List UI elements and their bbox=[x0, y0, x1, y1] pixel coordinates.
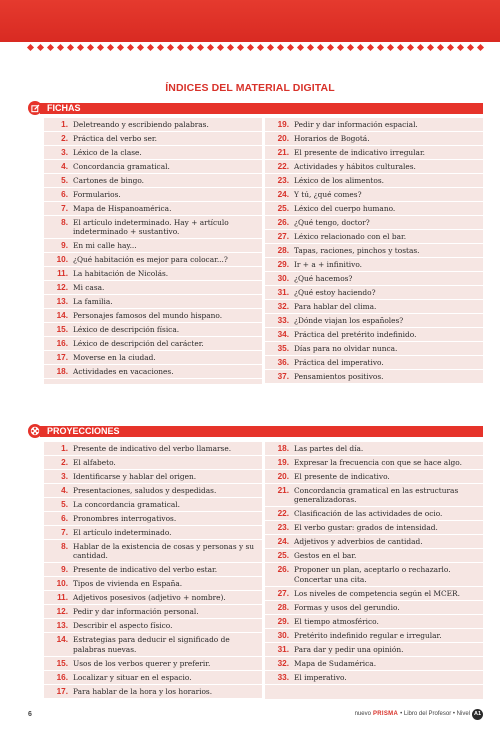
item-number: 13. bbox=[56, 621, 68, 631]
item-text: ¿Qué estoy haciendo? bbox=[294, 287, 376, 297]
item-text: Localizar y situar en el espacio. bbox=[73, 672, 192, 682]
item-number: 10. bbox=[56, 579, 68, 589]
divider-dot bbox=[227, 44, 234, 51]
index-item bbox=[265, 230, 483, 244]
item-text: La concordancia gramatical. bbox=[73, 499, 180, 509]
index-item bbox=[265, 188, 483, 202]
item-number: 35. bbox=[277, 343, 289, 353]
item-text: Pretérito indefinido regular e irregular. bbox=[294, 630, 442, 640]
item-text: Usos de los verbos querer y preferir. bbox=[73, 658, 211, 668]
index-item bbox=[265, 146, 483, 160]
item-text: Identificarse y hablar del origen. bbox=[73, 471, 197, 481]
item-number: 13. bbox=[56, 297, 68, 307]
index-item bbox=[265, 286, 483, 300]
divider-dot bbox=[127, 44, 134, 51]
divider-dot bbox=[217, 44, 224, 51]
item-text: Presentaciones, saludos y despedidas. bbox=[73, 485, 217, 495]
item-number: 31. bbox=[277, 287, 289, 297]
divider-dot bbox=[57, 44, 64, 51]
item-number: 1. bbox=[61, 119, 68, 129]
divider-dot bbox=[167, 44, 174, 51]
index-item bbox=[265, 300, 483, 314]
item-number: 16. bbox=[56, 672, 68, 682]
item-number: 11. bbox=[57, 269, 68, 279]
item-number: 2. bbox=[61, 457, 68, 467]
item-text: Práctica del verbo ser. bbox=[73, 133, 157, 143]
item-text: El tiempo atmosférico. bbox=[294, 616, 379, 626]
page-footer bbox=[28, 707, 483, 721]
index-item bbox=[44, 267, 262, 281]
index-item bbox=[265, 601, 483, 615]
section-bar bbox=[40, 103, 483, 114]
index-item bbox=[265, 456, 483, 470]
index-item bbox=[44, 671, 262, 685]
item-text: Práctica del imperativo. bbox=[294, 357, 384, 367]
index-item bbox=[265, 132, 483, 146]
index-item bbox=[44, 633, 262, 656]
divider-dot bbox=[117, 44, 124, 51]
index-item bbox=[265, 328, 483, 342]
index-item bbox=[265, 160, 483, 174]
item-text: Tipos de vivienda en España. bbox=[73, 579, 183, 589]
item-text: La familia. bbox=[73, 297, 113, 307]
divider-dot bbox=[387, 44, 394, 51]
item-number: 23. bbox=[277, 175, 289, 185]
divider-dot bbox=[297, 44, 304, 51]
index-item bbox=[44, 470, 262, 484]
level-badge: A1 bbox=[472, 709, 483, 720]
index-item bbox=[265, 563, 483, 586]
item-text: Presente de indicativo del verbo estar. bbox=[73, 565, 218, 575]
item-number: 18. bbox=[277, 443, 289, 453]
item-number: 32. bbox=[277, 301, 289, 311]
item-text: Léxico de descripción física. bbox=[73, 325, 180, 335]
divider-dot bbox=[277, 44, 284, 51]
item-number: 8. bbox=[61, 217, 68, 227]
item-number: 33. bbox=[277, 672, 289, 682]
index-item bbox=[44, 202, 262, 216]
item-number: 22. bbox=[277, 161, 289, 171]
index-item bbox=[44, 188, 262, 202]
item-text: Para hablar de la hora y los horarios. bbox=[73, 686, 213, 696]
divider-dot bbox=[477, 44, 484, 51]
index-item bbox=[265, 272, 483, 286]
item-number: 10. bbox=[56, 255, 68, 265]
item-text: Horarios de Bogotá. bbox=[294, 133, 370, 143]
item-text: Mapa de Sudamérica. bbox=[294, 658, 377, 668]
proyecciones-column-right bbox=[262, 442, 483, 699]
index-item bbox=[44, 563, 262, 577]
divider-dot bbox=[287, 44, 294, 51]
item-text: Léxico de descripción del carácter. bbox=[73, 339, 204, 349]
item-number: 4. bbox=[61, 485, 68, 495]
fichas-index bbox=[44, 118, 483, 384]
index-item bbox=[44, 323, 262, 337]
divider-dot bbox=[377, 44, 384, 51]
item-text: Los niveles de competencia según el MCER. bbox=[294, 588, 460, 598]
pencil-square-icon bbox=[28, 101, 42, 115]
item-text: Describir el aspecto físico. bbox=[73, 621, 173, 631]
index-item bbox=[44, 512, 262, 526]
fichas-column-left bbox=[44, 118, 262, 384]
item-text: Días para no olvidar nunca. bbox=[294, 343, 398, 353]
item-number: 23. bbox=[277, 523, 289, 533]
top-decorative-band bbox=[0, 0, 500, 42]
item-text: Estrategias para deducir el significado de palabras nuevas. bbox=[73, 635, 230, 654]
item-number: 2. bbox=[61, 133, 68, 143]
item-text: El artículo indeterminado. bbox=[73, 527, 172, 537]
proyecciones-index bbox=[44, 442, 483, 699]
index-item bbox=[44, 239, 262, 253]
item-text: Ir + a + infinitivo. bbox=[294, 259, 362, 269]
divider-dot bbox=[157, 44, 164, 51]
index-item bbox=[44, 484, 262, 498]
film-reel-icon bbox=[28, 424, 42, 438]
item-text: Tapas, raciones, pinchos y tostas. bbox=[294, 245, 420, 255]
item-text: La habitación de Nicolás. bbox=[73, 269, 169, 279]
index-item bbox=[265, 507, 483, 521]
divider-dot bbox=[47, 44, 54, 51]
section-title-fichas: FICHAS bbox=[47, 102, 81, 113]
item-number: 7. bbox=[61, 527, 68, 537]
index-item bbox=[265, 370, 483, 384]
item-text: Cartones de bingo. bbox=[73, 175, 144, 185]
index-item bbox=[44, 146, 262, 160]
item-number: 18. bbox=[56, 367, 68, 377]
index-item bbox=[44, 526, 262, 540]
page-title: ÍNDICES DEL MATERIAL DIGITAL bbox=[165, 82, 335, 94]
brand-prefix: nuevo bbox=[354, 711, 371, 717]
item-number: 30. bbox=[277, 273, 289, 283]
item-number: 19. bbox=[277, 457, 289, 467]
divider-dot bbox=[137, 44, 144, 51]
item-text: Pronombres interrogativos. bbox=[73, 513, 177, 523]
divider-dot bbox=[427, 44, 434, 51]
index-item bbox=[44, 605, 262, 619]
divider-dot bbox=[267, 44, 274, 51]
item-number: 26. bbox=[277, 217, 289, 227]
item-text: Personajes famosos del mundo hispano. bbox=[73, 311, 223, 321]
index-item bbox=[265, 342, 483, 356]
divider-dot bbox=[107, 44, 114, 51]
item-text: Formularios. bbox=[73, 189, 121, 199]
item-number: 14. bbox=[56, 635, 68, 645]
item-number: 28. bbox=[277, 245, 289, 255]
item-number: 21. bbox=[277, 147, 289, 157]
item-text: ¿Qué habitación es mejor para colocar...? bbox=[73, 255, 228, 265]
footer-book-info bbox=[355, 709, 483, 720]
item-number: 8. bbox=[61, 541, 68, 551]
index-item bbox=[44, 442, 262, 456]
divider-dot bbox=[237, 44, 244, 51]
item-number: 15. bbox=[56, 325, 68, 335]
item-number: 9. bbox=[61, 241, 68, 251]
item-number: 17. bbox=[56, 353, 68, 363]
index-item bbox=[44, 365, 262, 379]
item-number: 32. bbox=[277, 658, 289, 668]
item-number: 14. bbox=[56, 311, 68, 321]
item-text: En mi calle hay... bbox=[73, 241, 137, 251]
index-item bbox=[44, 295, 262, 309]
item-text: ¿Qué hacemos? bbox=[294, 273, 353, 283]
item-number: 21. bbox=[277, 485, 289, 495]
index-item bbox=[265, 657, 483, 671]
item-number: 37. bbox=[277, 371, 289, 381]
section-title-proyecciones: PROYECCIONES bbox=[47, 425, 120, 436]
dotted-divider bbox=[28, 44, 483, 51]
item-number: 16. bbox=[56, 339, 68, 349]
index-item bbox=[44, 456, 262, 470]
index-item bbox=[44, 337, 262, 351]
divider-dot bbox=[417, 44, 424, 51]
item-number: 1. bbox=[61, 443, 68, 453]
item-text: Mi casa. bbox=[73, 283, 105, 293]
index-item bbox=[44, 174, 262, 188]
index-item bbox=[44, 132, 262, 146]
index-item bbox=[44, 591, 262, 605]
index-item bbox=[265, 521, 483, 535]
index-item bbox=[44, 351, 262, 365]
item-number: 25. bbox=[277, 203, 289, 213]
item-number: 26. bbox=[277, 565, 289, 575]
index-item bbox=[44, 619, 262, 633]
index-item bbox=[265, 202, 483, 216]
item-number: 25. bbox=[277, 551, 289, 561]
index-item bbox=[265, 629, 483, 643]
section-header-fichas bbox=[28, 101, 483, 115]
divider-dot bbox=[447, 44, 454, 51]
item-number: 5. bbox=[61, 175, 68, 185]
item-text: Pedir y dar información personal. bbox=[73, 607, 199, 617]
item-text: El alfabeto. bbox=[73, 457, 116, 467]
index-item bbox=[44, 309, 262, 323]
divider-dot bbox=[317, 44, 324, 51]
item-number: 9. bbox=[61, 565, 68, 575]
index-item bbox=[265, 484, 483, 507]
index-item bbox=[265, 356, 483, 370]
divider-dot bbox=[87, 44, 94, 51]
index-item bbox=[44, 253, 262, 267]
item-number: 36. bbox=[277, 357, 289, 367]
divider-dot bbox=[357, 44, 364, 51]
index-item bbox=[265, 535, 483, 549]
item-number: 31. bbox=[277, 644, 289, 654]
item-number: 11. bbox=[57, 593, 68, 603]
index-item bbox=[265, 442, 483, 456]
item-text: Y tú, ¿qué comes? bbox=[294, 189, 362, 199]
book-info: • Libro del Profesor • Nivel bbox=[400, 711, 470, 717]
item-number: 12. bbox=[56, 283, 68, 293]
divider-dot bbox=[257, 44, 264, 51]
page-number: 6 bbox=[28, 710, 32, 718]
item-number: 29. bbox=[277, 616, 289, 626]
item-text: Adjetivos y adverbios de cantidad. bbox=[294, 537, 423, 547]
index-item bbox=[265, 314, 483, 328]
item-number: 17. bbox=[56, 686, 68, 696]
item-number: 30. bbox=[277, 630, 289, 640]
index-item bbox=[265, 587, 483, 601]
section-header-proyecciones bbox=[28, 424, 483, 438]
item-number: 3. bbox=[61, 147, 68, 157]
item-text: Pedir y dar información espacial. bbox=[294, 119, 418, 129]
item-text: Deletreando y escribiendo palabras. bbox=[73, 119, 209, 129]
item-text: El presente de indicativo. bbox=[294, 471, 390, 481]
item-text: El presente de indicativo irregular. bbox=[294, 147, 426, 157]
divider-dot bbox=[437, 44, 444, 51]
item-text: Moverse en la ciudad. bbox=[73, 353, 156, 363]
divider-dot bbox=[197, 44, 204, 51]
item-text: Actividades y hábitos culturales. bbox=[294, 161, 416, 171]
divider-dot bbox=[347, 44, 354, 51]
item-number: 29. bbox=[277, 259, 289, 269]
item-number: 20. bbox=[277, 133, 289, 143]
item-number: 19. bbox=[277, 119, 289, 129]
item-text: Hablar de la existencia de cosas y personas y su cantidad. bbox=[73, 541, 255, 561]
index-item bbox=[44, 540, 262, 563]
index-item bbox=[44, 216, 262, 239]
divider-dot bbox=[207, 44, 214, 51]
index-item bbox=[44, 281, 262, 295]
item-text: Léxico de los alimentos. bbox=[294, 175, 384, 185]
item-text: Léxico del cuerpo humano. bbox=[294, 203, 396, 213]
divider-dot bbox=[397, 44, 404, 51]
fichas-column-right bbox=[262, 118, 483, 384]
divider-dot bbox=[457, 44, 464, 51]
item-text: El artículo indeterminado. Hay + artículo indeterminado + sustantivo. bbox=[73, 217, 229, 237]
index-item bbox=[265, 671, 483, 685]
divider-dot bbox=[337, 44, 344, 51]
item-number: 20. bbox=[277, 471, 289, 481]
item-text: Léxico de la clase. bbox=[73, 147, 142, 157]
divider-dot bbox=[177, 44, 184, 51]
item-number: 4. bbox=[61, 161, 68, 171]
item-number: 5. bbox=[61, 499, 68, 509]
index-item bbox=[44, 118, 262, 132]
item-number: 28. bbox=[277, 602, 289, 612]
index-item bbox=[44, 685, 262, 699]
item-text: Formas y usos del gerundio. bbox=[294, 602, 400, 612]
brand-name: PRISMA bbox=[372, 711, 399, 717]
index-item bbox=[265, 470, 483, 484]
item-text: ¿Dónde viajan los españoles? bbox=[294, 315, 404, 325]
item-text: Gestos en el bar. bbox=[294, 551, 357, 561]
divider-dot bbox=[147, 44, 154, 51]
divider-dot bbox=[307, 44, 314, 51]
index-item bbox=[44, 577, 262, 591]
index-item bbox=[265, 244, 483, 258]
item-number: 27. bbox=[277, 231, 289, 241]
item-text: Actividades en vacaciones. bbox=[73, 367, 174, 377]
index-item bbox=[44, 160, 262, 174]
item-number: 6. bbox=[61, 189, 68, 199]
divider-dot bbox=[97, 44, 104, 51]
item-text: Presente de indicativo del verbo llamarse. bbox=[73, 443, 232, 453]
item-number: 24. bbox=[277, 189, 289, 199]
item-text: Pensamientos positivos. bbox=[294, 371, 384, 381]
item-text: El verbo gustar: grados de intensidad. bbox=[294, 523, 438, 533]
divider-dot bbox=[27, 44, 34, 51]
index-item bbox=[265, 174, 483, 188]
proyecciones-column-left bbox=[44, 442, 262, 699]
divider-dot bbox=[367, 44, 374, 51]
index-item bbox=[265, 216, 483, 230]
index-item bbox=[44, 657, 262, 671]
divider-dot bbox=[247, 44, 254, 51]
item-text: Concordancia gramatical en las estructuras generalizadoras. bbox=[294, 485, 459, 505]
item-text: Concordancia gramatical. bbox=[73, 161, 170, 171]
item-text: Las partes del día. bbox=[294, 443, 364, 453]
item-number: 7. bbox=[61, 203, 68, 213]
item-text: Adjetivos posesivos (adjetivo + nombre). bbox=[73, 593, 226, 603]
divider-dot bbox=[187, 44, 194, 51]
item-number: 15. bbox=[56, 658, 68, 668]
item-text: El imperativo. bbox=[294, 672, 347, 682]
index-item bbox=[265, 615, 483, 629]
divider-dot bbox=[67, 44, 74, 51]
item-number: 3. bbox=[61, 471, 68, 481]
index-item bbox=[265, 549, 483, 563]
index-item bbox=[265, 118, 483, 132]
item-text: Léxico relacionado con el bar. bbox=[294, 231, 407, 241]
index-item bbox=[265, 643, 483, 657]
index-item bbox=[44, 498, 262, 512]
divider-dot bbox=[327, 44, 334, 51]
divider-dot bbox=[407, 44, 414, 51]
divider-dot bbox=[37, 44, 44, 51]
item-text: Práctica del pretérito indefinido. bbox=[294, 329, 417, 339]
item-text: Para dar y pedir una opinión. bbox=[294, 644, 404, 654]
item-text: ¿Qué tengo, doctor? bbox=[294, 217, 370, 227]
item-text: Clasificación de las actividades de ocio. bbox=[294, 509, 443, 519]
divider-dot bbox=[77, 44, 84, 51]
item-text: Proponer un plan, aceptarlo o rechazarlo. Concertar una cita. bbox=[294, 565, 451, 584]
item-number: 24. bbox=[277, 537, 289, 547]
index-item bbox=[265, 258, 483, 272]
item-number: 12. bbox=[56, 607, 68, 617]
item-number: 6. bbox=[61, 513, 68, 523]
item-number: 22. bbox=[277, 509, 289, 519]
item-number: 33. bbox=[277, 315, 289, 325]
item-text: Mapa de Hispanoamérica. bbox=[73, 203, 172, 213]
item-number: 34. bbox=[277, 329, 289, 339]
divider-dot bbox=[467, 44, 474, 51]
item-text: Para hablar del clima. bbox=[294, 301, 377, 311]
item-text: Expresar la frecuencia con que se hace algo. bbox=[294, 457, 462, 467]
item-number: 27. bbox=[277, 588, 289, 598]
